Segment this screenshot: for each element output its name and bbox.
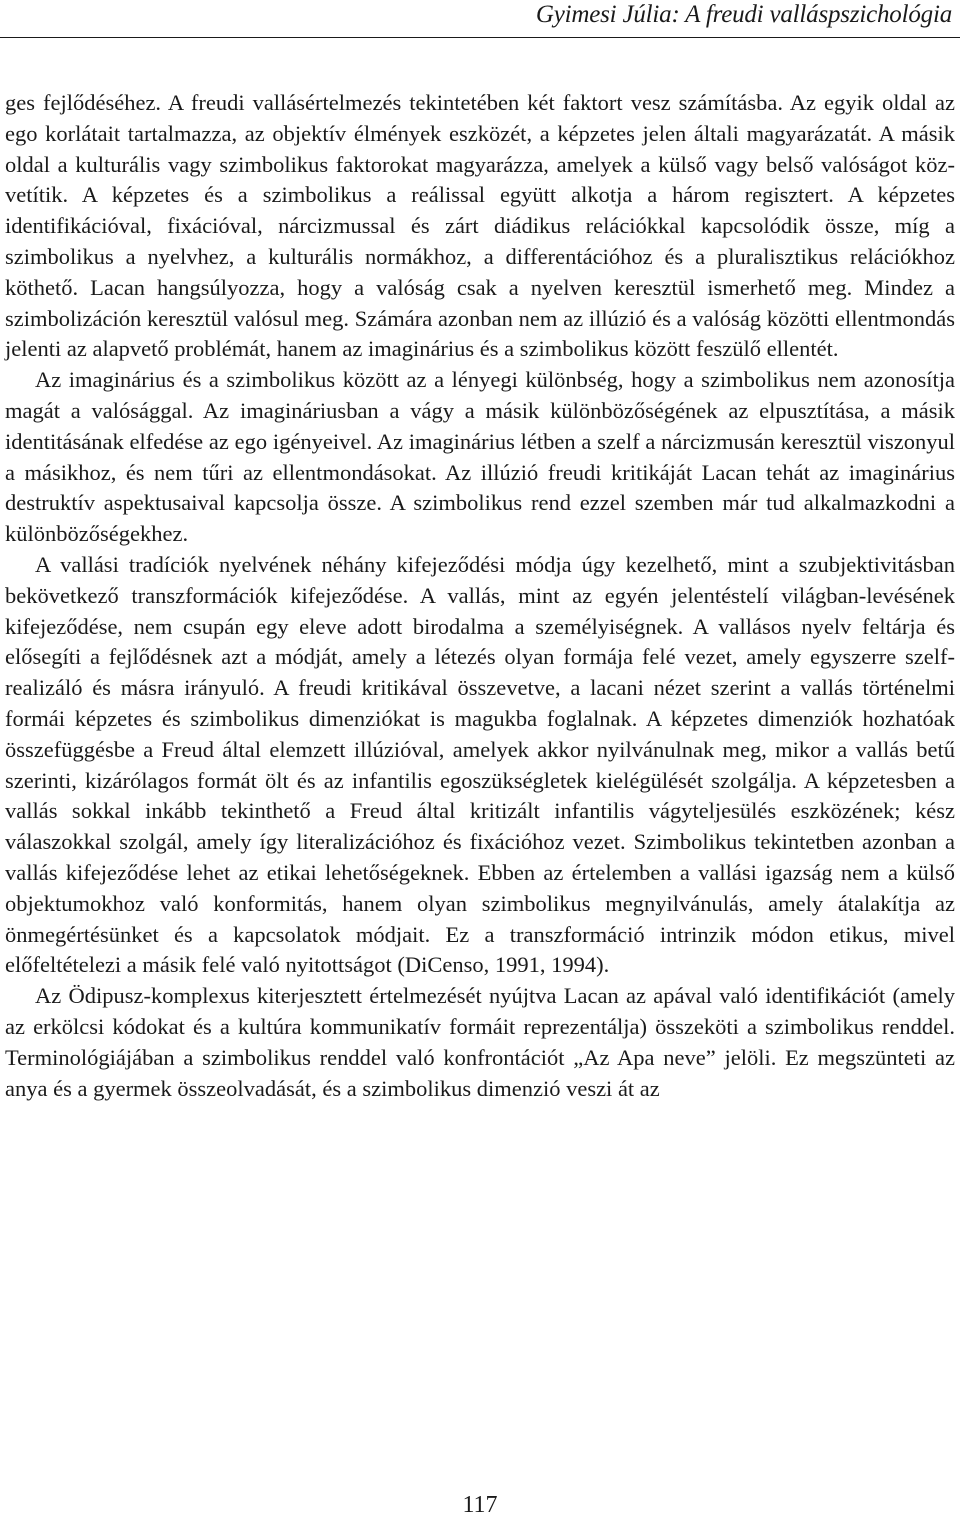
paragraph: Az imaginárius és a szimbolikus között az a lényegi különbség, hogy a szimbolikus nem azonosítja magát a valósággal. Az imagináriusban a vágy a másik különbözőségének az elpusztítása, a másik identitásának elfedése az ego igényeivel. Az imaginárius létben a szelf a nárcizmusán keresztül viszonyul a másikhoz, és nem tűri az ellentmondásokat. Az illúzió freudi kritikáját Lacan tehát az imaginárius destruktív aspektusaival kapcsolja össze. A szimbolikus rend ezzel szemben már tud alkalmazkodni a különbözőségekhez.: [5, 367, 955, 547]
header-rule: [0, 37, 960, 38]
paragraph: Az Ödipusz-komplexus kiterjesztett értelmezését nyújtva Lacan az apával való identifikációt (amely az erkölcsi kódokat és a kultúra kommunikatív formáit reprezentálja) összeköti a szimbolikus renddel. Terminológiájában a szimbolikus renddel való konfrontációt „Az Apa neve” jelöli. Ez megszünteti az anya és a gyermek összeolvadását, és a szimbolikus dimenzió veszi át az: [5, 983, 955, 1101]
body-text: [5, 88, 955, 1104]
running-header: [0, 0, 960, 36]
paragraph-continuation: ges fejlődéséhez. A freudi vallásértelmezés tekintetében két faktort vesz számításba. Az egyik oldal az ego korlátait tartalmazza, az objektív élmények eszközét, a képzetes jelen általi magyarázatát. A másik oldal a kulturális vagy szimbolikus faktorokat magyarázza, amelyek a külső vagy belső valóságot közvetítik. A képzetes és a szimbolikus a reálissal együtt alkotja a három regisztert. A képzetes identifikációval, fixációval, nárcizmussal és zárt diádikus relációkkal kapcsolódik össze, míg a szimbolikus a nyelvhez, a kulturális normákhoz, a differentációhoz és a pluralisztikus relációkhoz köthető. Lacan hangsúlyozza, hogy a valóság csak a nyelven keresztül ismerhető meg. Mindez a szimbolizáción keresztül valósul meg. Számára azonban nem az illúzió és a valóság közötti ellentmondás jelenti az alapvető problémát, hanem az imaginárius és a szimbolikus között feszülő ellentét.: [5, 90, 955, 362]
running-title: Gyimesi Júlia: A freudi valláspszichológia: [535, 1, 952, 28]
paragraph: A vallási tradíciók nyelvének néhány kifejeződési módja úgy kezelhető, mint a szubjektivitásban bekövetkező transzformációk kifejeződése. A vallás, mint az egyén jelentéstelí világban-levésének kifejeződése, nem csupán egy eleve adott birodalma a személyiségnek. A vallásos nyelv feltárja és elősegíti a fejlődésnek azt a módját, amely a létezés olyan formája felé vezet, amely egyszerre szelf-realizáló és másra irányuló. A freudi kritikával összevetve, a lacani nézet szerint a vallás történelmi formái képzetes és szimbolikus dimenziókat is magukba foglalnak. A képzetes dimenziók hozhatóak összefüggésbe a Freud által elemzett illúzióval, amelyek akkor nyilvánulnak meg, mikor a vallás betű szerinti, kizárólagos formát ölt és az infantilis egoszükségletek kielégülését szolgálja. A képzetesben a vallás sokkal inkább tekinthető a Freud által kritizált infantilis vágyteljesülés eszközének; kész válaszokkal szolgál, amely így literalizációhoz és fixációhoz vezet. Szimbolikus tekintetben azonban a vallás kifejeződése lehet az etikai lehetőségeknek. Ebben az értelemben a vallási igazság nem a külső objektumokhoz való konformitás, hanem olyan szimbolikus megnyilvánulás, amely átalakítja az önmegértésünket és a kapcsolatok módjait. Ez a transzformáció intrinzik módon etikus, mivel előfeltételezi a másik felé való nyitottságot (DiCenso, 1991, 1994).: [5, 551, 955, 978]
page-number: 117: [462, 1492, 498, 1518]
